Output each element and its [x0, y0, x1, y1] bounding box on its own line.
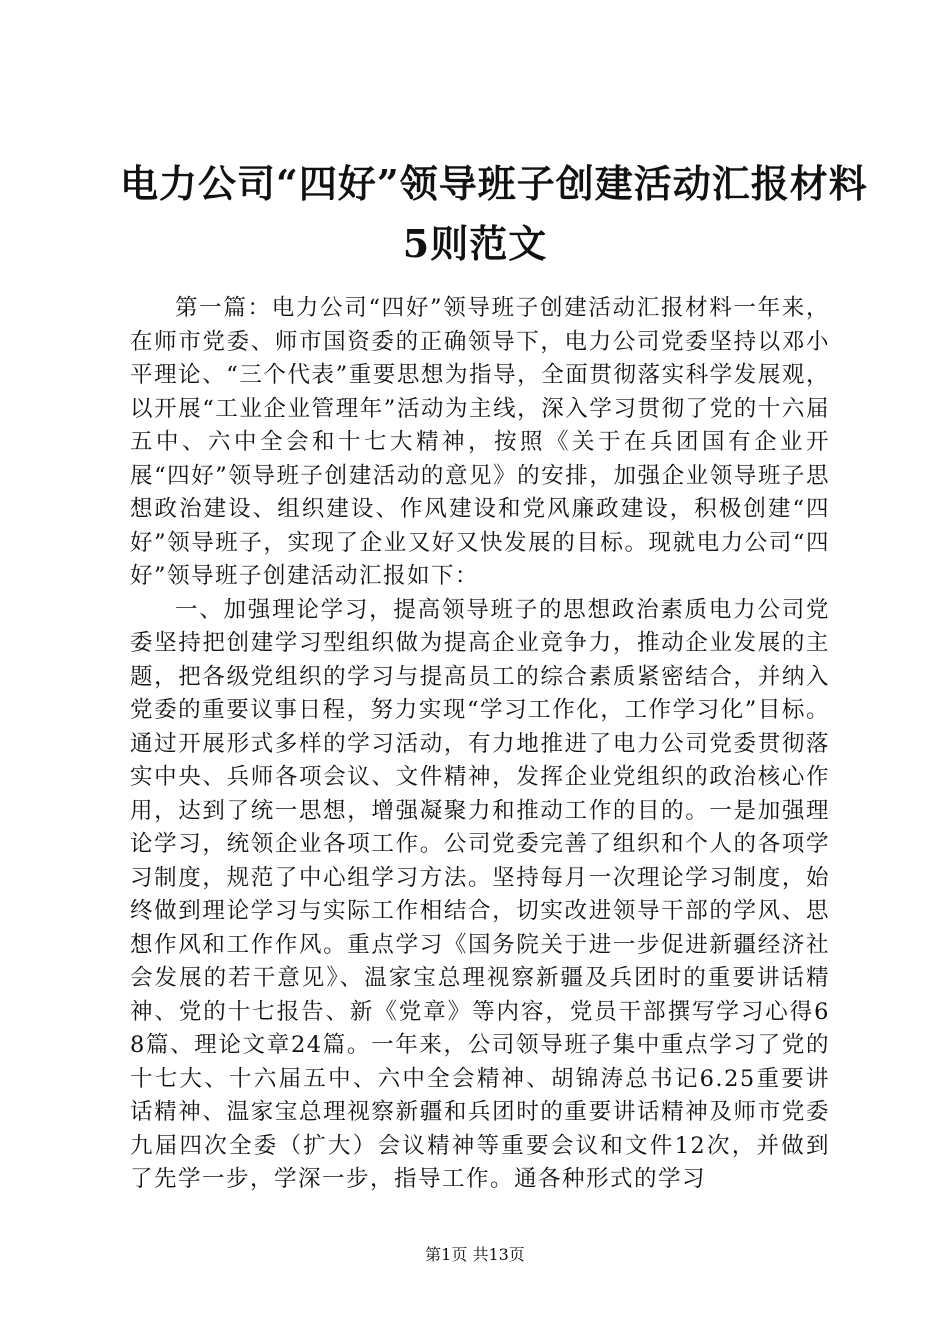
document-title-line-2: 5则范文 [402, 221, 548, 266]
body-paragraph-2: 一、加强理论学习，提高领导班子的思想政治素质电力公司党委坚持把创建学习型组织做为提高企业竞争力，推动企业发展的主题，把各级党组织的学习与提高员工的综合素质紧密结合，并纳入党委的重要议事日程，努力实现“学习工作化，工作学习化”目标。通过开展形式多样的学习活动，有力地推进了电力公司党委贯彻落实中央、兵师各项会议、文件精神，发挥企业党组织的政治核心作用，达到了统一思想，增强凝聚力和推动工作的目的。一是加强理论学习，统领企业各项工作。公司党委完善了组织和个人的各项学习制度，规范了中心组学习方法。坚持每月一次理论学习制度，始终做到理论学习与实际工作相结合，切实改进领导干部的学风、思想作风和工作作风。重点学习《国务院关于进一步促进新疆经济社会发展的若干意见》、温家宝总理视察新疆及兵团时的重要讲话精神、党的十七报告、新《党章》等内容，党员干部撰写学习心得68篇、理论文章24篇。一年来，公司领导班子集中重点学习了党的十七大、十六届五中、六中全会精神、胡锦涛总书记6.25重要讲话精神、温家宝总理视察新疆和兵团时的重要讲话精神及师市党委九届四次全委（扩大）会议精神等重要会议和文件12次，并做到了先学一步，学深一步，指导工作。通各种形式的学习 [130, 596, 830, 1192]
page-footer: 第1页 共13页 [425, 1245, 525, 1264]
body-paragraph-1: 第一篇：电力公司“四好”领导班子创建活动汇报材料一年来，在师市党委、师市国资委的正确领导下，电力公司党委坚持以邓小平理论、“三个代表”重要思想为指导，全面贯彻落实科学发展观，以开展“工业企业管理年”活动为主线，深入学习贯彻了党的十六届五中、六中全会和十七大精神，按照《关于在兵团国有企业开展“四好”领导班子创建活动的意见》的安排，加强企业领导班子思想政治建设、组织建设、作风建设和党风廉政建设，积极创建“四好”领导班子，实现了企业又好又快发展的目标。现就电力公司“四好”领导班子创建活动汇报如下： [130, 295, 830, 589]
document-title-line-1: 电力公司“四好”领导班子创建活动汇报材料 [120, 161, 868, 206]
document-body [130, 292, 830, 1197]
